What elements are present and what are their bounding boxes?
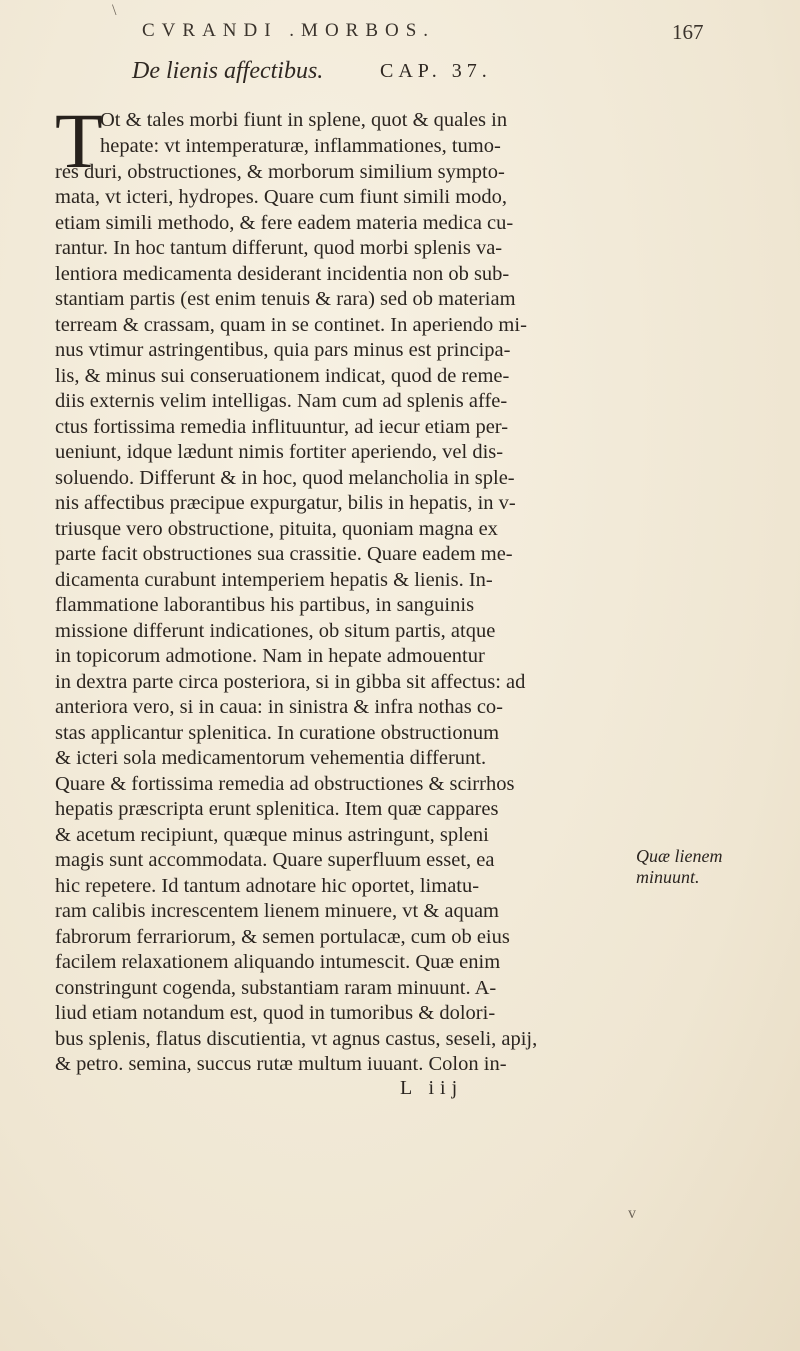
text-line: in dextra parte circa posteriora, si in gibba sit affectus: ad xyxy=(55,671,526,693)
section-title: De lienis affectibus. xyxy=(132,58,324,84)
text-line: magis sunt accommodata. Quare superfluum esset, ea xyxy=(55,849,495,871)
text-line: hepatis præscripta erunt splenitica. Item quæ cappares xyxy=(55,798,499,820)
text-line: diis externis velim intelligas. Nam cum ad splenis affe- xyxy=(55,390,508,412)
text-line: hic repetere. Id tantum adnotare hic oportet, limatu- xyxy=(55,875,480,897)
text-line: mata, vt icteri, hydropes. Quare cum fiunt simili modo, xyxy=(55,186,508,208)
text-line: nis affectibus præcipue expurgatur, bilis in hepatis, in v- xyxy=(55,492,516,514)
text-line: triusque vero obstructione, pituita, quoniam magna ex xyxy=(55,518,498,540)
text-line: facilem relaxationem aliquando intumescit. Quæ enim xyxy=(55,951,501,973)
text-line: rantur. In hoc tantum differunt, quod morbi splenis va- xyxy=(55,237,503,259)
running-head: CVRANDI .MORBOS. xyxy=(142,20,436,41)
ink-mark-icon: \ xyxy=(112,2,117,19)
text-line: stas applicantur splenitica. In curatione obstructionum xyxy=(55,722,500,744)
text-line: & petro. semina, succus rutæ multum iuuant. Colon in- xyxy=(55,1053,507,1075)
text-line: parte facit obstructiones sua crassitie. Quare eadem me- xyxy=(55,543,513,565)
text-line: res duri, obstructiones, & morborum similium sympto- xyxy=(55,161,505,183)
ink-mark-icon: v xyxy=(628,1205,636,1222)
text-line: lentiora medicamenta desiderant incidentia non ob sub- xyxy=(55,263,510,285)
text-line: fabrorum ferrariorum, & semen portulacæ, cum ob eius xyxy=(55,926,510,948)
signature-mark: L iij xyxy=(400,1077,464,1099)
text-line: Quare & fortissima remedia ad obstructiones & scirrhos xyxy=(55,773,515,795)
marginal-note-line: Quæ lienem xyxy=(636,846,723,866)
text-line: hepate: vt intemperaturæ, inflammationes, tumo- xyxy=(100,135,501,157)
text-line: ueniunt, idque lædunt nimis fortiter aperiendo, vel dis- xyxy=(55,441,504,463)
text-line: bus splenis, flatus discutientia, vt agnus castus, seseli, apij, xyxy=(55,1028,538,1050)
text-line: soluendo. Differunt & in hoc, quod melancholia in sple- xyxy=(55,467,515,489)
text-line: dicamenta curabunt intemperiem hepatis & lienis. In- xyxy=(55,569,493,591)
text-line: nus vtimur astringentibus, quia pars minus est principa- xyxy=(55,339,511,361)
text-line: terream & crassam, quam in se continet. In aperiendo mi- xyxy=(55,314,527,336)
chapter-label: CAP. 37. xyxy=(380,60,492,82)
text-line: & icteri sola medicamentorum vehementia differunt. xyxy=(55,747,487,769)
page-number: 167 xyxy=(672,20,704,44)
text-line: ram calibis increscentem lienem minuere, vt & aquam xyxy=(55,900,500,922)
text-line: flammatione laborantibus his partibus, in sanguinis xyxy=(55,594,475,616)
text-line: Ot & tales morbi fiunt in splene, quot & quales in xyxy=(100,109,508,131)
text-line: missione differunt indicationes, ob situm partis, atque xyxy=(55,620,496,642)
text-line: in topicorum admotione. Nam in hepate admouentur xyxy=(55,645,485,667)
marginal-note xyxy=(636,846,796,888)
text-line: constringunt cogenda, substantiam raram minuunt. A- xyxy=(55,977,497,999)
text-line: anteriora vero, si in caua: in sinistra & infra nothas co- xyxy=(55,696,504,718)
text-line: etiam simili methodo, & fere eadem materia medica cu- xyxy=(55,212,514,234)
text-line: stantiam partis (est enim tenuis & rara) sed ob materiam xyxy=(55,288,516,310)
text-line: & acetum recipiunt, quæque minus astringunt, spleni xyxy=(55,824,489,846)
text-line: ctus fortissima remedia inflituuntur, ad iecur etiam per- xyxy=(55,416,509,438)
marginal-note-line: minuunt. xyxy=(636,867,700,887)
drop-cap: T xyxy=(55,97,103,184)
text-line: liud etiam notandum est, quod in tumoribus & dolori- xyxy=(55,1002,496,1024)
text-line: lis, & minus sui conseruationem indicat, quod de reme- xyxy=(55,365,510,387)
